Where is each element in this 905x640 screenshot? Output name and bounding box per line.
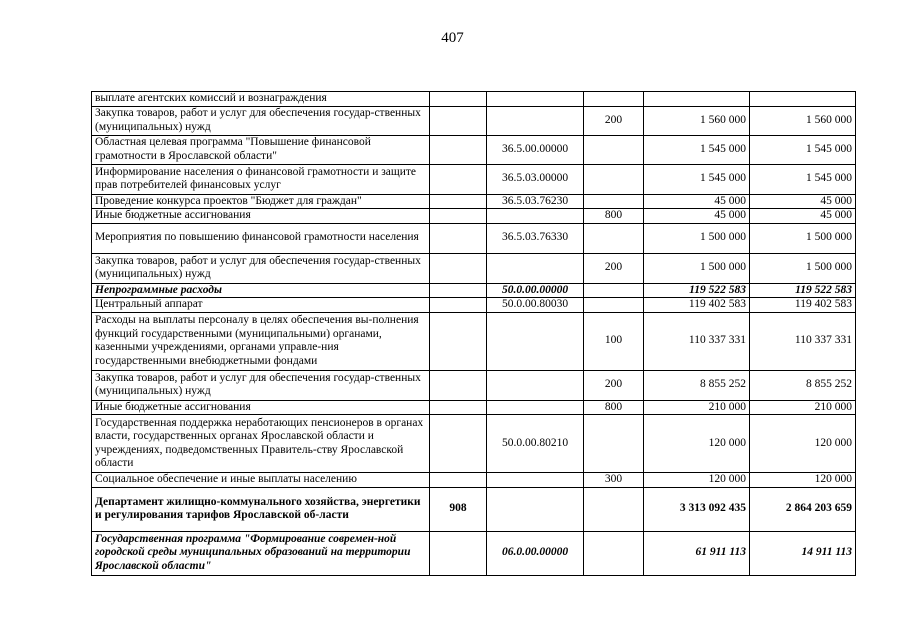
row-amount-2: 2 864 203 659 [750,487,856,531]
row-expense-type [584,487,644,531]
row-amount-1: 120 000 [644,473,750,488]
row-expense-type: 800 [584,400,644,415]
row-amount-2: 120 000 [750,473,856,488]
row-ministry-code [430,298,487,313]
row-amount-2: 1 545 000 [750,135,856,164]
budget-table [91,91,856,576]
table-row [92,312,856,370]
row-target-code [487,487,584,531]
table-row [92,298,856,313]
row-name: Расходы на выплаты персоналу в целях обеспечения вы-полнения функций государственными (муниципальными) органами, казенными учреждениями, органами управле-ния государственными внебюджетными фондами [92,312,430,370]
table-row [92,164,856,194]
row-ministry-code [430,253,487,283]
row-amount-1: 45 000 [644,194,750,209]
row-name: Закупка товаров, работ и услуг для обеспечения государ-ственных (муниципальных) нужд [92,370,430,400]
row-target-code [487,253,584,283]
row-amount-1: 3 313 092 435 [644,487,750,531]
page-number: 407 [441,30,464,46]
row-ministry-code [430,473,487,488]
row-name: Иные бюджетные ассигнования [92,400,430,415]
row-name: Государственная поддержка неработающих пенсионеров в органах власти, государственных органах Ярославской области и учреждениях, подведомственных Правитель-ству Ярославской области [92,415,430,473]
row-expense-type [584,415,644,473]
row-ministry-code [430,92,487,107]
row-target-code [487,370,584,400]
row-ministry-code [430,415,487,473]
row-name: Департамент жилищно-коммунального хозяйства, энергетики и регулирования тарифов Ярославской об-ласти [92,487,430,531]
row-name: Иные бюджетные ассигнования [92,209,430,224]
row-expense-type [584,92,644,107]
row-target-code [487,473,584,488]
row-ministry-code [430,135,487,164]
row-ministry-code [430,370,487,400]
row-ministry-code [430,400,487,415]
table-row [92,283,856,298]
row-expense-type: 200 [584,253,644,283]
row-expense-type [584,298,644,313]
row-amount-2: 210 000 [750,400,856,415]
table-row [92,223,856,253]
row-amount-1: 8 855 252 [644,370,750,400]
row-target-code: 36.5.03.00000 [487,164,584,194]
row-amount-2: 1 500 000 [750,223,856,253]
row-ministry-code [430,164,487,194]
table-row [92,194,856,209]
table-row [92,370,856,400]
row-expense-type: 200 [584,370,644,400]
row-amount-2 [750,92,856,107]
row-amount-1: 119 522 583 [644,283,750,298]
row-amount-2: 1 545 000 [750,164,856,194]
row-ministry-code [430,209,487,224]
row-amount-1: 1 545 000 [644,135,750,164]
row-name: Государственная программа "Формирование современ-ной городской среды муниципальных образований на территории Ярославской области" [92,531,430,575]
row-amount-2: 1 500 000 [750,253,856,283]
row-expense-type [584,531,644,575]
row-target-code [487,106,584,135]
row-target-code [487,209,584,224]
row-target-code: 36.5.03.76230 [487,194,584,209]
row-target-code: 50.0.00.80210 [487,415,584,473]
table-row [92,209,856,224]
row-name: Мероприятия по повышению финансовой грамотности населения [92,223,430,253]
row-target-code: 50.0.00.00000 [487,283,584,298]
row-target-code [487,400,584,415]
row-name: Социальное обеспечение и иные выплаты населению [92,473,430,488]
row-expense-type: 800 [584,209,644,224]
row-name: Областная целевая программа "Повышение финансовой грамотности в Ярославской области" [92,135,430,164]
row-target-code: 36.5.00.00000 [487,135,584,164]
row-amount-2: 45 000 [750,209,856,224]
table-row [92,92,856,107]
row-name: Закупка товаров, работ и услуг для обеспечения государ-ственных (муниципальных) нужд [92,253,430,283]
row-expense-type: 300 [584,473,644,488]
row-amount-2: 1 560 000 [750,106,856,135]
row-amount-2: 110 337 331 [750,312,856,370]
row-ministry-code [430,283,487,298]
row-name: Центральный аппарат [92,298,430,313]
row-amount-1: 119 402 583 [644,298,750,313]
row-ministry-code [430,106,487,135]
row-expense-type [584,223,644,253]
table-row [92,106,856,135]
row-name: Непрограммные расходы [92,283,430,298]
table-row [92,473,856,488]
row-amount-2: 45 000 [750,194,856,209]
row-ministry-code: 908 [430,487,487,531]
row-target-code [487,312,584,370]
row-amount-2: 120 000 [750,415,856,473]
row-amount-1: 110 337 331 [644,312,750,370]
row-expense-type: 100 [584,312,644,370]
row-name: Проведение конкурса проектов "Бюджет для граждан" [92,194,430,209]
row-expense-type [584,283,644,298]
row-expense-type [584,194,644,209]
row-amount-2: 119 522 583 [750,283,856,298]
table-row [92,135,856,164]
table-row [92,400,856,415]
row-ministry-code [430,312,487,370]
row-target-code: 06.0.00.00000 [487,531,584,575]
table-row [92,253,856,283]
row-amount-1: 1 500 000 [644,253,750,283]
row-target-code: 36.5.03.76330 [487,223,584,253]
row-target-code [487,92,584,107]
row-amount-1 [644,92,750,107]
row-amount-1: 61 911 113 [644,531,750,575]
table-row [92,487,856,531]
row-ministry-code [430,194,487,209]
row-target-code: 50.0.00.80030 [487,298,584,313]
row-amount-1: 1 500 000 [644,223,750,253]
row-name: выплате агентских комиссий и вознаграждения [92,92,430,107]
row-amount-2: 14 911 113 [750,531,856,575]
row-ministry-code [430,531,487,575]
row-name: Информирование населения о финансовой грамотности и защите прав потребителей финансовых услуг [92,164,430,194]
row-expense-type: 200 [584,106,644,135]
row-amount-1: 1 560 000 [644,106,750,135]
table-row [92,415,856,473]
row-expense-type [584,135,644,164]
row-amount-1: 1 545 000 [644,164,750,194]
table-row [92,531,856,575]
row-amount-2: 8 855 252 [750,370,856,400]
row-name: Закупка товаров, работ и услуг для обеспечения государ-ственных (муниципальных) нужд [92,106,430,135]
row-amount-2: 119 402 583 [750,298,856,313]
row-expense-type [584,164,644,194]
row-amount-1: 120 000 [644,415,750,473]
row-amount-1: 210 000 [644,400,750,415]
row-ministry-code [430,223,487,253]
row-amount-1: 45 000 [644,209,750,224]
